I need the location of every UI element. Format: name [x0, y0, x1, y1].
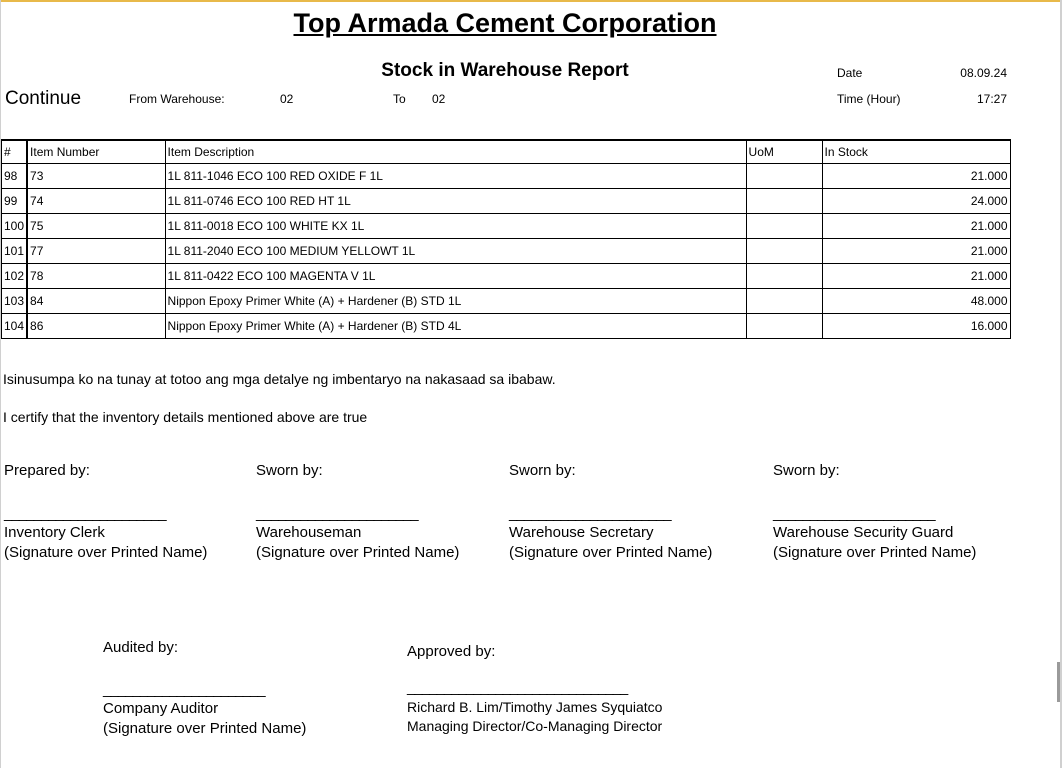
table-row	[2, 164, 1011, 189]
window-top-border	[0, 0, 1062, 2]
sworn-by-secretary-name: Warehouse Secretary	[509, 524, 654, 541]
sworn-by-secretary-heading: Sworn by:	[509, 462, 576, 479]
row-number: 103	[2, 289, 28, 314]
item-number: 75	[27, 214, 165, 239]
sworn-by-guard-note: (Signature over Printed Name)	[773, 544, 977, 561]
oath-filipino: Isinusumpa ko na tunay at totoo ang mga detalye ng imbentaryo na nakasaad sa ibabaw.	[3, 371, 556, 387]
item-uom	[746, 314, 822, 339]
table-header-row	[2, 140, 1011, 164]
item-in-stock: 16.000	[822, 314, 1010, 339]
item-description: 1L 811-0746 ECO 100 RED HT 1L	[165, 189, 746, 214]
column-header-number: #	[2, 140, 28, 164]
date-label: Date	[837, 66, 863, 80]
continue-label: Continue	[5, 88, 82, 109]
sworn-by-warehouseman-name: Warehouseman	[256, 524, 362, 541]
column-header-uom: UoM	[746, 140, 822, 164]
row-number: 99	[2, 189, 28, 214]
item-in-stock: 21.000	[822, 239, 1010, 264]
window-left-border	[0, 0, 1, 768]
table-row	[2, 314, 1011, 339]
column-header-in-stock: In Stock	[822, 140, 1010, 164]
approved-by-signature-line: ______________________________	[407, 679, 628, 696]
prepared-by-heading: Prepared by:	[4, 462, 90, 479]
column-header-item-number: Item Number	[27, 140, 165, 164]
item-description: 1L 811-1046 ECO 100 RED OXIDE F 1L	[165, 164, 746, 189]
row-number: 100	[2, 214, 28, 239]
approved-by-heading: Approved by:	[407, 643, 496, 660]
column-header-item-description: Item Description	[165, 140, 746, 164]
item-uom	[746, 164, 822, 189]
stock-table	[1, 139, 1011, 339]
item-description: Nippon Epoxy Primer White (A) + Hardener (B) STD 1L	[165, 289, 746, 314]
sworn-by-guard-heading: Sworn by:	[773, 462, 840, 479]
approved-by-name: Richard B. Lim/Timothy James Syquiatco	[407, 699, 663, 715]
item-in-stock: 48.000	[822, 289, 1010, 314]
from-warehouse-value: 02	[280, 92, 294, 106]
table-row	[2, 214, 1011, 239]
prepared-by-note: (Signature over Printed Name)	[4, 544, 208, 561]
sworn-by-warehouseman-heading: Sworn by:	[256, 462, 323, 479]
item-number: 73	[27, 164, 165, 189]
company-name: Top Armada Cement Corporation	[293, 8, 717, 38]
sworn-by-guard-signature-line: ______________________	[773, 505, 935, 522]
sworn-by-secretary-note: (Signature over Printed Name)	[509, 544, 713, 561]
item-description: 1L 811-0018 ECO 100 WHITE KX 1L	[165, 214, 746, 239]
item-number: 74	[27, 189, 165, 214]
item-description: 1L 811-2040 ECO 100 MEDIUM YELLOWT 1L	[165, 239, 746, 264]
table-row	[2, 189, 1011, 214]
item-number: 84	[27, 289, 165, 314]
approved-by-note: Managing Director/Co-Managing Director	[407, 718, 663, 734]
date-value: 08.09.24	[960, 66, 1007, 80]
to-warehouse-label: To	[393, 92, 406, 106]
audited-by-signature-line: ______________________	[103, 681, 265, 698]
item-uom	[746, 189, 822, 214]
sworn-by-secretary-signature-line: ______________________	[509, 505, 671, 522]
table-row	[2, 239, 1011, 264]
item-number: 86	[27, 314, 165, 339]
item-in-stock: 24.000	[822, 189, 1010, 214]
table-row	[2, 264, 1011, 289]
item-number: 77	[27, 239, 165, 264]
row-number: 104	[2, 314, 28, 339]
item-in-stock: 21.000	[822, 214, 1010, 239]
scrollbar-thumb[interactable]	[1057, 662, 1060, 702]
item-uom	[746, 264, 822, 289]
audited-by-heading: Audited by:	[103, 639, 179, 656]
item-in-stock: 21.000	[822, 164, 1010, 189]
time-label: Time (Hour)	[837, 92, 901, 106]
item-in-stock: 21.000	[822, 264, 1010, 289]
item-number: 78	[27, 264, 165, 289]
report-title: Stock in Warehouse Report	[381, 60, 629, 81]
sworn-by-warehouseman-note: (Signature over Printed Name)	[256, 544, 460, 561]
table-row	[2, 289, 1011, 314]
item-description: 1L 811-0422 ECO 100 MAGENTA V 1L	[165, 264, 746, 289]
prepared-by-signature-line: ______________________	[4, 505, 166, 522]
sworn-by-guard-name: Warehouse Security Guard	[773, 524, 954, 541]
row-number: 102	[2, 264, 28, 289]
row-number: 98	[2, 164, 28, 189]
item-uom	[746, 239, 822, 264]
from-warehouse-label: From Warehouse:	[129, 92, 225, 106]
item-uom	[746, 214, 822, 239]
prepared-by-name: Inventory Clerk	[4, 524, 105, 541]
item-description: Nippon Epoxy Primer White (A) + Hardener (B) STD 4L	[165, 314, 746, 339]
sworn-by-warehouseman-signature-line: ______________________	[256, 505, 418, 522]
item-uom	[746, 289, 822, 314]
row-number: 101	[2, 239, 28, 264]
time-value: 17:27	[976, 92, 1007, 106]
audited-by-name: Company Auditor	[103, 700, 219, 717]
oath-english: I certify that the inventory details mentioned above are true	[3, 409, 368, 425]
audited-by-note: (Signature over Printed Name)	[103, 720, 307, 737]
to-warehouse-value: 02	[432, 92, 446, 106]
